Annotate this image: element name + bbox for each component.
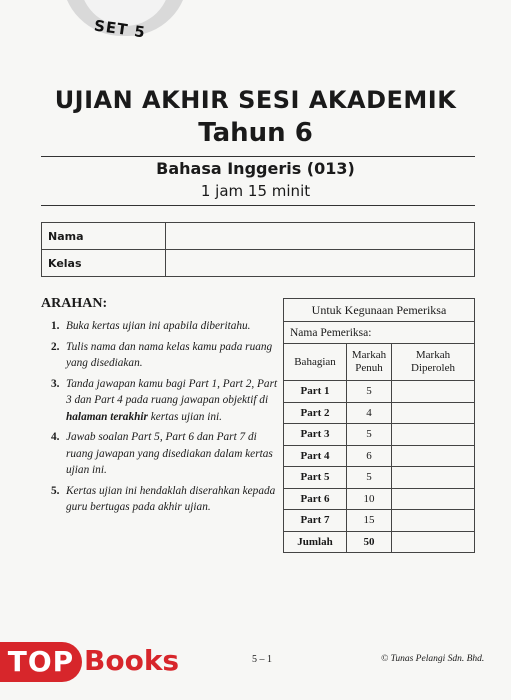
- subject-title: Bahasa Inggeris (013): [156, 159, 355, 178]
- exam-title: UJIAN AKHIR SESI AKADEMIK: [54, 86, 457, 114]
- table-row: [284, 424, 475, 446]
- instruction-item: [41, 339, 279, 372]
- part-name: Part 2: [284, 402, 347, 424]
- publisher-credit: © Tunas Pelangi Sdn. Bhd.: [381, 654, 485, 664]
- class-label: Kelas: [42, 250, 166, 277]
- instruction-number: 4.: [51, 431, 60, 443]
- part-obtained-cell[interactable]: [392, 402, 475, 424]
- topbooks-logo-badge: TOP: [0, 642, 82, 682]
- examiner-name-label: Nama Pemeriksa:: [284, 322, 475, 344]
- name-field[interactable]: [166, 223, 475, 250]
- student-info-box: [41, 222, 475, 277]
- instruction-number: 1.: [51, 320, 60, 332]
- year-title: Tahun 6: [198, 118, 313, 148]
- part-obtained-cell[interactable]: [392, 424, 475, 446]
- instruction-text-end: kertas ujian ini.: [147, 410, 222, 423]
- part-name: Part 5: [284, 467, 347, 489]
- topbooks-logo-text: Books: [84, 644, 180, 677]
- instruction-number: 2.: [51, 340, 60, 353]
- instruction-text: Kertas ujian ini hendaklah diserahkan kepada guru bertugas pada akhir ujian.: [66, 484, 276, 513]
- instruction-item: [41, 483, 279, 516]
- part-full-marks: 6: [347, 445, 392, 467]
- part-obtained-cell[interactable]: [392, 445, 475, 467]
- part-full-marks: 5: [347, 424, 392, 446]
- table-row: [284, 445, 475, 467]
- col-header-full-marks: Markah Penuh: [347, 344, 392, 381]
- total-label: Jumlah: [284, 531, 347, 553]
- examiner-score-table: [283, 298, 475, 553]
- instruction-number: 3.: [51, 377, 60, 390]
- page-number: 5 – 1: [252, 654, 272, 665]
- part-full-marks: 5: [347, 381, 392, 403]
- part-obtained-cell[interactable]: [392, 467, 475, 489]
- part-obtained-cell[interactable]: [392, 488, 475, 510]
- table-row: [284, 510, 475, 532]
- total-row: [284, 531, 475, 553]
- instruction-item: [41, 318, 279, 335]
- instruction-item: [41, 376, 279, 426]
- part-obtained-cell[interactable]: [392, 510, 475, 532]
- part-obtained-cell[interactable]: [392, 381, 475, 403]
- part-name: Part 6: [284, 488, 347, 510]
- examiner-table-title: Untuk Kegunaan Pemeriksa: [284, 299, 475, 322]
- part-full-marks: 10: [347, 488, 392, 510]
- table-row: [284, 467, 475, 489]
- instructions-list: [41, 318, 279, 520]
- total-obtained-cell[interactable]: [392, 531, 475, 553]
- duration-text: 1 jam 15 minit: [200, 182, 311, 200]
- instruction-text: Tulis nama dan nama kelas kamu pada ruang yang disediakan.: [66, 340, 273, 369]
- instruction-text: Jawab soalan Part 5, Part 6 dan Part 7 di ruang jawapan yang disediakan dalam kertas ujian ini.: [66, 431, 273, 476]
- table-row: [284, 488, 475, 510]
- divider-bottom: [41, 205, 475, 206]
- instruction-text: Tanda jawapan kamu bagi Part 1, Part 2, Part 3 dan Part 4 pada ruang jawapan objektif di: [66, 377, 278, 406]
- instruction-text: Buka kertas ujian ini apabila diberitahu.: [66, 320, 251, 332]
- name-row: [42, 223, 475, 250]
- part-name: Part 7: [284, 510, 347, 532]
- name-label: Nama: [42, 223, 166, 250]
- table-row: [284, 381, 475, 403]
- instruction-item: [41, 429, 279, 479]
- class-field[interactable]: [166, 250, 475, 277]
- total-full-marks: 50: [347, 531, 392, 553]
- part-name: Part 4: [284, 445, 347, 467]
- instructions-title: ARAHAN:: [41, 296, 108, 311]
- set-label: SET 5: [93, 16, 147, 42]
- divider-top: [41, 156, 475, 157]
- part-name: Part 1: [284, 381, 347, 403]
- part-full-marks: 15: [347, 510, 392, 532]
- table-row: [284, 402, 475, 424]
- class-row: [42, 250, 475, 277]
- col-header-section: Bahagian: [284, 344, 347, 381]
- part-name: Part 3: [284, 424, 347, 446]
- part-full-marks: 5: [347, 467, 392, 489]
- part-full-marks: 4: [347, 402, 392, 424]
- instruction-emphasis: halaman terakhir: [66, 410, 148, 423]
- instruction-number: 5.: [51, 484, 60, 497]
- col-header-obtained: Markah Diperoleh: [392, 344, 475, 381]
